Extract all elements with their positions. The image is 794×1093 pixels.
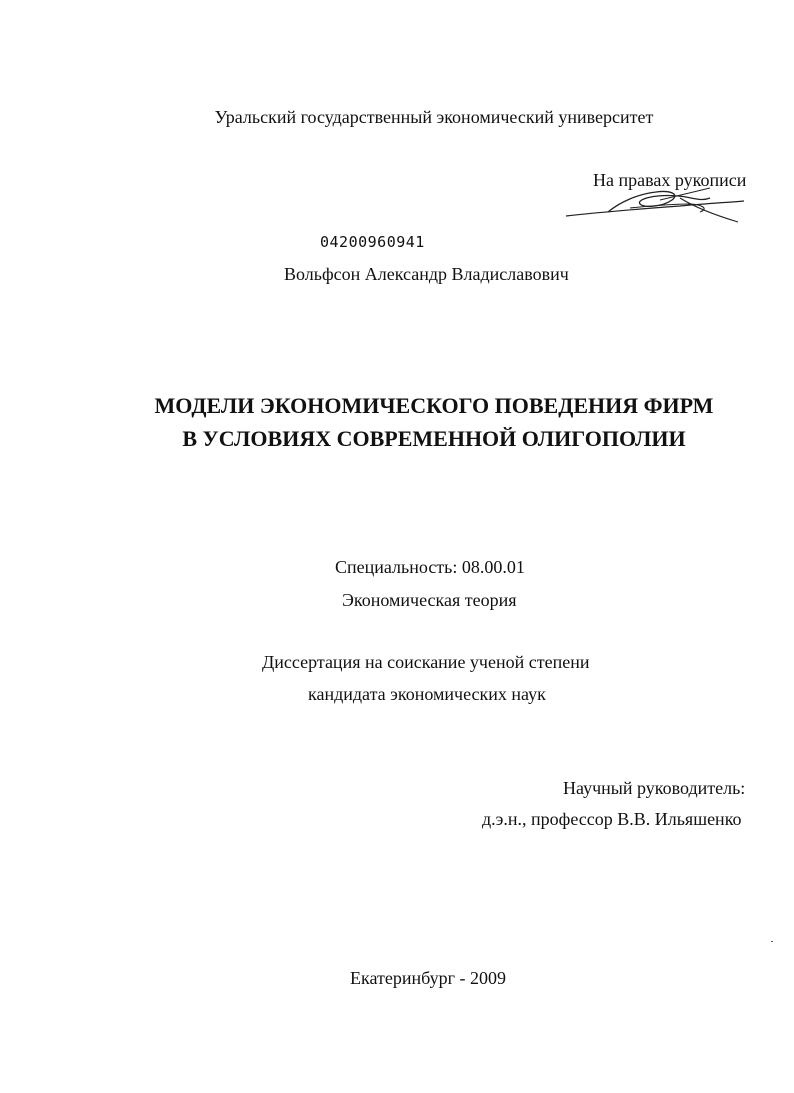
dissertation-line-1: Диссертация на соискание ученой степени xyxy=(262,652,590,672)
university-name: Уральский государственный экономический университет xyxy=(214,107,654,127)
author-name: Вольфсон Александр Владиславович xyxy=(284,264,569,284)
dissertation-line-2: кандидата экономических наук xyxy=(308,684,546,704)
advisor-label: Научный руководитель: xyxy=(563,778,746,798)
specialty-code: Специальность: 08.00.01 xyxy=(335,557,525,577)
signature-icon xyxy=(560,182,750,228)
thesis-title-line-1: МОДЕЛИ ЭКОНОМИЧЕСКОГО ПОВЕДЕНИЯ ФИРМ xyxy=(154,393,714,418)
specialty-name: Экономическая теория xyxy=(342,590,517,610)
rights-note: На правах рукописи xyxy=(593,170,747,190)
document-code: 04200960941 xyxy=(320,233,425,251)
thesis-title-line-2: В УСЛОВИЯХ СОВРЕМЕННОЙ ОЛИГОПОЛИИ xyxy=(182,426,686,451)
scan-speck xyxy=(771,941,773,942)
city-year: Екатеринбург - 2009 xyxy=(350,968,506,988)
advisor-name: д.э.н., профессор В.В. Ильяшенко xyxy=(482,809,742,829)
